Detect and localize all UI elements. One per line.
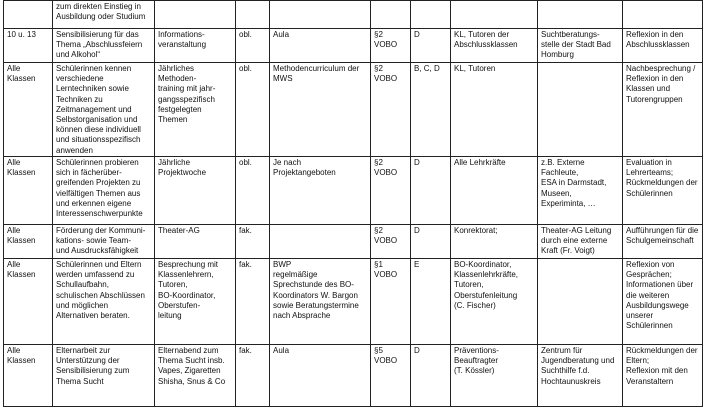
legal-cell: §2 VOBO bbox=[371, 225, 411, 259]
grade-cell: Alle Klassen bbox=[4, 225, 53, 259]
partner-cell: Theater-AG Leitung durch eine externe Kraft (Fr. Voigt) bbox=[538, 225, 623, 259]
evaluation-cell bbox=[623, 1, 703, 29]
measure-cell: Theater-AG bbox=[155, 225, 236, 259]
level-cell: D bbox=[411, 225, 451, 259]
measure-cell: Besprechung mit Klassenlehrern, Tutoren, BO-Koordinator, Oberstufen- leitung bbox=[155, 259, 236, 345]
framework-cell bbox=[270, 1, 371, 29]
level-cell: E bbox=[411, 259, 451, 345]
grade-cell: Alle Klassen bbox=[4, 345, 53, 407]
legal-cell: §2 VOBO bbox=[371, 29, 411, 63]
grade-cell: Alle Klassen bbox=[4, 63, 53, 157]
framework-cell: Methodencurriculum der MWS bbox=[270, 63, 371, 157]
responsible-cell: Konrektorat; bbox=[451, 225, 538, 259]
legal-cell: §1 VOBO bbox=[371, 259, 411, 345]
responsible-cell: BO-Koordinator, Klassenlehrkräfte, Tutoren, Oberstufenleitung (C. Fischer) bbox=[451, 259, 538, 345]
measure-cell: Informations- veranstaltung bbox=[155, 29, 236, 63]
evaluation-cell: Aufführungen für die Schulgemeinschaft bbox=[623, 225, 703, 259]
measure-cell: Jährliches Methoden- training mit jahr- gangsspezifisch festgelegten Themen bbox=[155, 63, 236, 157]
measure-cell: Jährliche Projektwoche bbox=[155, 157, 236, 225]
legal-cell: §2 VOBO bbox=[371, 157, 411, 225]
table-row bbox=[4, 63, 703, 157]
table-row bbox=[4, 29, 703, 63]
grade-cell: 10 u. 13 bbox=[4, 29, 53, 63]
table-row bbox=[4, 157, 703, 225]
status-cell: obl. bbox=[236, 157, 270, 225]
partner-cell: z.B. Externe Fachleute, ESA in Darmstadt, Museen, Experiminta, … bbox=[538, 157, 623, 225]
goal-cell: Elternarbeit zur Unterstützung der Sensibilisierung zum Thema Sucht bbox=[53, 345, 155, 407]
responsible-cell bbox=[451, 1, 538, 29]
evaluation-cell: Nachbesprechung / Reflexion in den Klassen und Tutorengruppen bbox=[623, 63, 703, 157]
partner-cell: Zentrum für Jugendberatung und Suchthilfe f.d. Hochtaunuskreis bbox=[538, 345, 623, 407]
goal-cell: Schülerinnen kennen verschiedene Lerntechniken sowie Techniken zu Zeitmanagement und Selbstorganisation und können diese individuell und situationsspezifisch anwenden bbox=[53, 63, 155, 157]
responsible-cell: KL, Tutoren der Abschlussklassen bbox=[451, 29, 538, 63]
goal-cell: Sensibilisierung für das Thema „Abschlussfeiern und Alkohol“ bbox=[53, 29, 155, 63]
responsible-cell: KL, Tutoren bbox=[451, 63, 538, 157]
status-cell bbox=[236, 1, 270, 29]
goal-cell: Schülerinnen probieren sich in fächerüber- greifenden Projekten zu vielfältigen Themen aus und erkennen eigene Interessenschwerpunkte bbox=[53, 157, 155, 225]
level-cell: D bbox=[411, 345, 451, 407]
goal-cell: zum direkten Einstieg in Ausbildung oder Studium bbox=[53, 1, 155, 29]
measure-cell bbox=[155, 1, 236, 29]
evaluation-cell: Reflexion in den Abschlussklassen bbox=[623, 29, 703, 63]
status-cell: fak. bbox=[236, 345, 270, 407]
table-row bbox=[4, 225, 703, 259]
framework-cell: Je nach Projektangeboten bbox=[270, 157, 371, 225]
framework-cell: BWP regelmäßige Sprechstunde des BO-Koordinators W. Bargon sowie Beratungstermine nach Absprache bbox=[270, 259, 371, 345]
table-row bbox=[4, 1, 703, 29]
status-cell: obl. bbox=[236, 29, 270, 63]
status-cell: obl. bbox=[236, 63, 270, 157]
table-row bbox=[4, 259, 703, 345]
goal-cell: Schülerinnen und Eltern werden umfassend zu Schullaufbahn, schulischen Abschlüssen und möglichen Alternativen beraten. bbox=[53, 259, 155, 345]
level-cell: D bbox=[411, 157, 451, 225]
framework-cell: Aula bbox=[270, 345, 371, 407]
evaluation-cell: Evaluation in Lehrerteams; Rückmeldungen der Schülerinnen bbox=[623, 157, 703, 225]
level-cell: D bbox=[411, 29, 451, 63]
partner-cell: Suchtberatungs- stelle der Stadt Bad Homburg bbox=[538, 29, 623, 63]
grade-cell: Alle Klassen bbox=[4, 259, 53, 345]
grade-cell bbox=[4, 1, 53, 29]
legal-cell bbox=[371, 1, 411, 29]
partner-cell bbox=[538, 259, 623, 345]
measure-cell: Elternabend zum Thema Sucht insb. Vapes, Zigaretten Shisha, Snus & Co bbox=[155, 345, 236, 407]
partner-cell bbox=[538, 1, 623, 29]
status-cell: fak. bbox=[236, 259, 270, 345]
grade-cell: Alle Klassen bbox=[4, 157, 53, 225]
responsible-cell: Alle Lehrkräfte bbox=[451, 157, 538, 225]
table-row bbox=[4, 345, 703, 407]
measures-table bbox=[3, 0, 703, 407]
framework-cell: Aula bbox=[270, 29, 371, 63]
partner-cell bbox=[538, 63, 623, 157]
legal-cell: §2 VOBO bbox=[371, 63, 411, 157]
responsible-cell: Präventions- Beauftragter (T. Kössler) bbox=[451, 345, 538, 407]
evaluation-cell: Reflexion von Gesprächen; Informationen über die weiteren Ausbildungswege unserer Schülerinnen bbox=[623, 259, 703, 345]
framework-cell bbox=[270, 225, 371, 259]
evaluation-cell: Rückmeldungen der Eltern; Reflexion mit den Veranstaltern bbox=[623, 345, 703, 407]
level-cell bbox=[411, 1, 451, 29]
legal-cell: §5 VOBO bbox=[371, 345, 411, 407]
status-cell: fak. bbox=[236, 225, 270, 259]
level-cell: B, C, D bbox=[411, 63, 451, 157]
goal-cell: Förderung der Kommuni- kations- sowie Team- und Ausdrucksfähigkeit bbox=[53, 225, 155, 259]
